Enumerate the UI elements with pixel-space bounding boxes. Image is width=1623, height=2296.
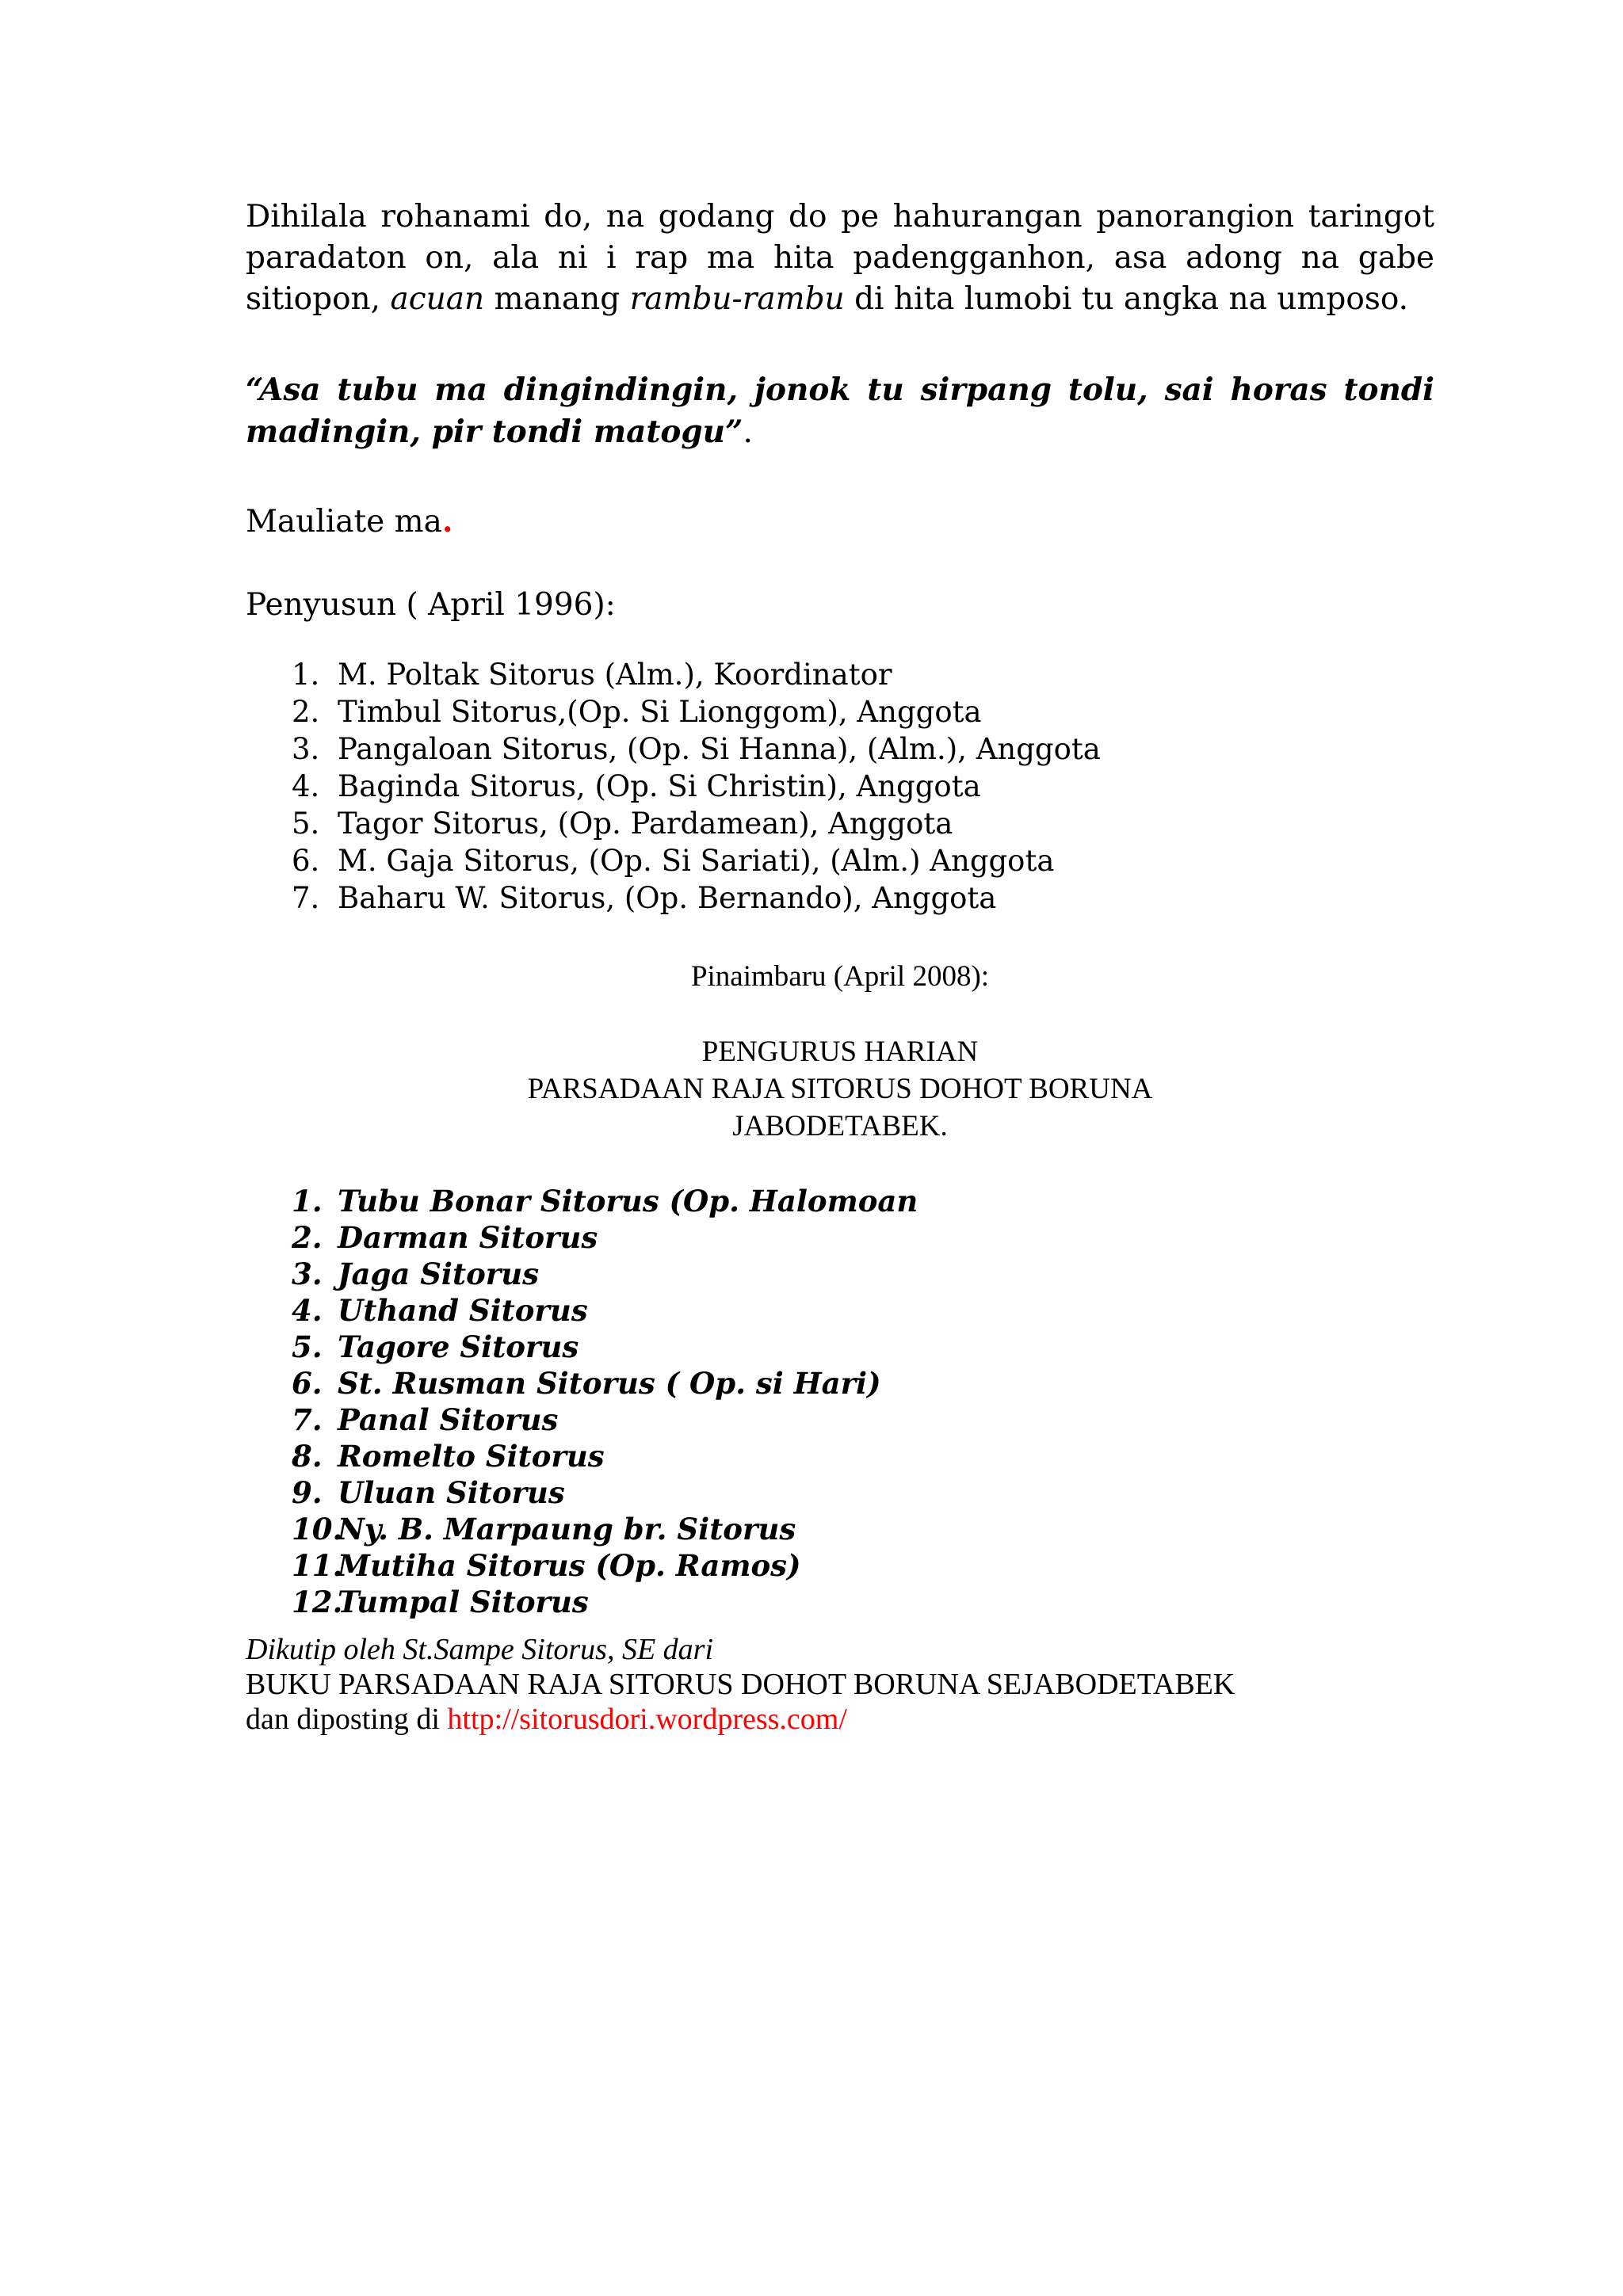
compiler-list-item [292, 842, 1101, 879]
quote-end: . [743, 414, 753, 450]
committee-title-line-1: PENGURUS HARIAN [701, 1035, 979, 1068]
intro-text-1: Dihilala rohanami do, na godang do pe hahurangan panorangion taringot paradaton on, ala ni i rap ma hita padengganhon, asa adong na gabe sitiopon, [246, 199, 1434, 317]
list-item-text: Baginda Sitorus, (Op. Si Christin), Anggota [338, 769, 981, 803]
compiler-list-item [292, 730, 1101, 768]
list-number: 2. [292, 695, 320, 729]
list-number: 8. [292, 1439, 323, 1474]
list-item-text: Tubu Bonar Sitorus (Op. Halomoan [338, 1184, 918, 1219]
committee-member-item [292, 1256, 918, 1292]
list-item-text: Tumpal Sitorus [338, 1585, 589, 1619]
list-number: 9. [292, 1475, 323, 1510]
compilers-heading: Penyusun ( April 1996): [246, 587, 616, 623]
list-number: 11. [292, 1548, 343, 1583]
committee-member-item [292, 1547, 918, 1584]
footer-cited: Dikutip oleh St.Sampe Sitorus, SE dari [246, 1633, 714, 1666]
intro-text-2: manang [484, 281, 630, 317]
list-item-text: Tagor Sitorus, (Op. Pardamean), Anggota [338, 807, 953, 841]
compiler-list-item [292, 693, 1101, 730]
committee-member-item [292, 1219, 918, 1256]
committee-member-item [292, 1584, 918, 1620]
footer-posted-text: dan diposting di [246, 1703, 448, 1736]
committee-member-item [292, 1365, 918, 1402]
quote-text: “Asa tubu ma dingindingin, jonok tu sirpang tolu, sai horas tondi madingin, pir tondi matogu” [246, 372, 1434, 450]
list-number: 1. [292, 1184, 323, 1219]
intro-italic-term-1: acuan [390, 281, 485, 317]
list-number: 10. [292, 1512, 343, 1547]
list-number: 7. [292, 881, 320, 915]
list-item-text: Pangaloan Sitorus, (Op. Si Hanna), (Alm.), Anggota [338, 732, 1101, 766]
intro-text-3: di hita lumobi tu angka na umposo. [844, 281, 1409, 317]
compiler-list-item [292, 768, 1101, 805]
list-item-text: Ny. B. Marpaung br. Sitorus [338, 1512, 796, 1547]
quote-paragraph [246, 369, 1434, 453]
list-item-text: Mutiha Sitorus (Op. Ramos) [338, 1548, 801, 1583]
committee-member-item [292, 1474, 918, 1511]
committee-member-item [292, 1511, 918, 1547]
committee-member-item [292, 1292, 918, 1329]
list-item-text: Uthand Sitorus [338, 1293, 588, 1328]
closing-text: Mauliate ma [246, 504, 442, 540]
list-number: 7. [292, 1402, 323, 1437]
list-item-text: Romelto Sitorus [338, 1439, 605, 1474]
list-item-text: Baharu W. Sitorus, (Op. Bernando), Anggota [338, 881, 997, 915]
footer-book-title: BUKU PARSADAAN RAJA SITORUS DOHOT BORUNA SEJABODETABEK [246, 1668, 1235, 1701]
list-number: 4. [292, 1293, 323, 1328]
list-number: 3. [292, 1257, 323, 1291]
compiler-list-item [292, 879, 1101, 917]
list-number: 6. [292, 1366, 323, 1401]
compiler-list-item [292, 656, 1101, 693]
document-page [246, 0, 1434, 2296]
list-number: 5. [292, 1329, 323, 1364]
closing-mark: . [441, 503, 453, 540]
committee-member-item [292, 1402, 918, 1438]
intro-paragraph [246, 196, 1434, 320]
list-item-text: Panal Sitorus [338, 1402, 559, 1437]
closing-line [246, 501, 453, 543]
revision-heading: Pinaimbaru (April 2008): [690, 960, 990, 993]
footer-url-link[interactable]: http://sitorusdori.wordpress.com/ [447, 1703, 847, 1736]
list-item-text: St. Rusman Sitorus ( Op. si Hari) [338, 1366, 881, 1401]
committee-member-item [292, 1438, 918, 1474]
list-number: 6. [292, 844, 320, 878]
list-item-text: M. Poltak Sitorus (Alm.), Koordinator [338, 658, 892, 692]
committee-member-item [292, 1183, 918, 1219]
compilers-list [292, 656, 1101, 917]
list-number: 1. [292, 658, 320, 692]
compiler-list-item [292, 805, 1101, 842]
committee-title-line-2: PARSADAAN RAJA SITORUS DOHOT BORUNA [527, 1073, 1153, 1105]
list-item-text: M. Gaja Sitorus, (Op. Si Sariati), (Alm.) Anggota [338, 844, 1055, 878]
list-number: 12. [292, 1585, 343, 1619]
intro-italic-term-2: rambu-rambu [629, 281, 845, 317]
list-item-text: Darman Sitorus [338, 1220, 598, 1255]
list-item-text: Tagore Sitorus [338, 1329, 579, 1364]
list-number: 2. [292, 1220, 323, 1255]
list-number: 5. [292, 807, 320, 841]
footer-posted [246, 1702, 847, 1737]
committee-members-list [292, 1183, 918, 1620]
committee-title-line-3: JABODETABEK. [732, 1110, 948, 1142]
committee-member-item [292, 1329, 918, 1365]
list-item-text: Uluan Sitorus [338, 1475, 565, 1510]
list-number: 3. [292, 732, 320, 766]
list-item-text: Jaga Sitorus [338, 1257, 539, 1291]
list-item-text: Timbul Sitorus,(Op. Si Lionggom), Anggota [338, 695, 982, 729]
list-number: 4. [292, 769, 320, 803]
